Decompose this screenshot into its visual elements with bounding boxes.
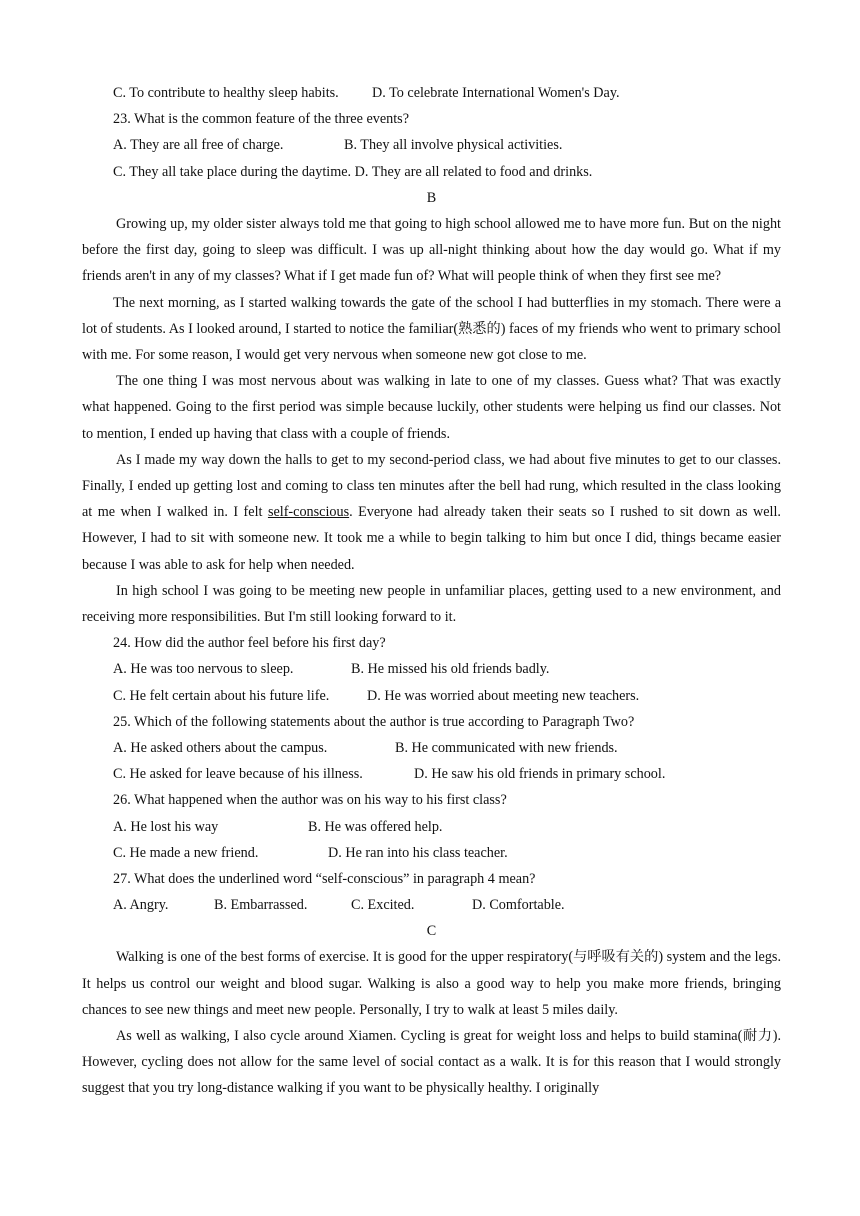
q26-option-a: A. He lost his way [113,818,219,835]
section-c-heading: C [426,923,437,940]
q24-option-b: B. He missed his old friends badly. [351,661,550,678]
q23-options-ab [82,132,781,158]
q26-option-c: C. He made a new friend. [113,844,259,861]
q22-option-c: C. To contribute to healthy sleep habits. [113,85,339,101]
q27-option-c: C. Excited. [351,897,415,914]
q24-option-c: C. He felt certain about his future life. [113,687,330,704]
section-b-paragraph-4 [82,447,781,578]
section-b-paragraph-2: The next morning, as I started walking towards the gate of the school I had butterflies in my stomach. There were a lot of students. As I looked around, I started to notice the familiar(熟悉的) faces of my friends who went to primary school with me. For some reason, I would get very nervous when someone new got close to me. [82,294,781,363]
section-b-heading: B [426,189,437,206]
q26-options-ab [82,814,781,840]
q24-option-d: D. He was worried about meeting new teachers. [367,687,640,704]
q25-option-a: A. He asked others about the campus. [113,739,328,756]
paragraph-4-text-after: . Everyone had already taken their seats so I rushed to sit down as well. However, I had to sit with someone new. It took me a while to begin talking to him but once I did, things became easier because I was able to ask for help when needed. [82,504,781,573]
q26-option-b: B. He was offered help. [308,818,443,835]
q24-question: 24. How did the author feel before his first day? [113,635,386,652]
section-b-paragraph-3: The one thing I was most nervous about was walking in late to one of my classes. Guess what? That was exactly what happened. Going to the first period was simple because luckily, other students were helping us find our classes. Not to mention, I ended up having that class with a couple of friends. [82,373,781,442]
q23-option-a: A. They are all free of charge. [113,137,284,154]
q26-option-d: D. He ran into his class teacher. [328,844,508,861]
q23-options-cd: C. They all take place during the daytime. D. They are all related to food and drinks. [113,163,593,180]
q26-question: 26. What happened when the author was on his way to his first class? [113,792,507,809]
underlined-word-self-conscious: self-conscious [267,504,350,521]
q23-question: 23. What is the common feature of the three events? [113,111,409,128]
page-content [82,80,781,1102]
q27-options [82,892,781,918]
q27-question: 27. What does the underlined word “self-conscious” in paragraph 4 mean? [113,870,536,887]
q27-option-d: D. Comfortable. [472,897,565,914]
paragraph-4-text-before: As I made my way down the halls to get to my second-period class, we had about five minutes to get to our classes. Finally, I ended up getting lost and coming to class ten minutes after the bell had rung, which resulted in the class looking at me when I walked in. I felt [82,451,781,521]
q25-option-b: B. He communicated with new friends. [395,739,618,756]
q23-option-b: B. They all involve physical activities. [344,137,563,154]
q26-options-cd [82,840,781,866]
q24-option-a: A. He was too nervous to sleep. [113,661,294,678]
section-b-paragraph-5: In high school I was going to be meeting new people in unfamiliar places, getting used to a new environment, and receiving more responsibilities. But I'm still looking forward to it. [82,582,781,625]
q27-option-a: A. Angry. [113,897,169,914]
q22-options-cd [82,80,781,106]
q27-option-b: B. Embarrassed. [214,897,308,914]
q25-options-cd [82,761,781,787]
section-c-paragraph-2: As well as walking, I also cycle around Xiamen. Cycling is great for weight loss and helps to build stamina(耐力). However, cycling does not allow for the same level of social contact as a walk. It is for this reason that I would strongly suggest that you try long-distance walking if you want to be physically healthy. I originally [82,1028,781,1097]
section-c-paragraph-1: Walking is one of the best forms of exercise. It is good for the upper respiratory(与呼吸有关的) system and the legs. It helps us control our weight and blood sugar. Walking is also a good way to help you make more friends, bringing chances to see new things and meet new people. Personally, I try to walk at least 5 miles daily. [82,949,781,1018]
q25-option-d: D. He saw his old friends in primary school. [414,766,666,783]
q25-question: 25. Which of the following statements about the author is true according to Paragraph Two? [113,713,635,730]
q25-options-ab [82,735,781,761]
q24-options-cd [82,683,781,709]
q25-option-c: C. He asked for leave because of his illness. [113,766,363,783]
q24-options-ab [82,656,781,682]
q22-option-d: D. To celebrate International Women's Day. [372,85,620,101]
section-b-paragraph-1: Growing up, my older sister always told me that going to high school allowed me to have more fun. But on the night before the first day, going to sleep was difficult. I was up all-night thinking about how the day would go. What if my friends aren't in any of my classes? What if I get made fun of? What will people think of when they first see me? [82,215,781,285]
